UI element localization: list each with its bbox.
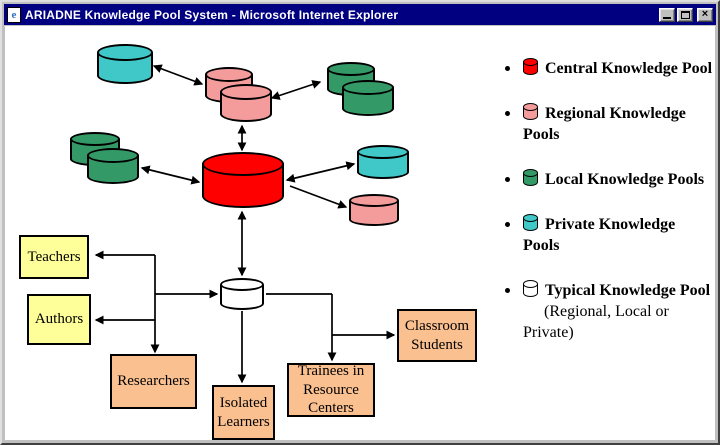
box-authors: Authors [27,294,91,345]
arrow-central-regional-right [290,186,346,207]
cylinder-local-left-front [87,148,139,184]
close-button[interactable]: × [697,8,713,22]
bullet-icon [505,214,523,256]
minimize-icon [663,17,671,19]
bullet-icon [505,169,523,190]
legend-label: Central Knowledge Pool [545,60,713,77]
typical-pool-icon [523,280,538,297]
local-pool-icon [523,169,538,186]
minimize-button[interactable] [659,8,675,22]
private-pool-icon [523,214,538,231]
arrow-private-regional [154,66,202,84]
legend-label: Regional Knowledge Pools [523,105,686,143]
legend-label: Local Knowledge Pools [545,171,705,188]
cylinder-regional-right [349,194,399,226]
bullet-icon [505,58,523,79]
bullet-icon [505,103,523,145]
box-teachers: Teachers [19,235,89,279]
window-title: ARIADNE Knowledge Pool System - Microsoft Internet Explorer [25,7,399,22]
cylinder-private-top-left [97,44,153,84]
box-classroom-students: Classroom Students [397,309,477,362]
box-trainees: Trainees in Resource Centers [287,363,375,417]
cylinder-typical-knowledge-pool [220,278,264,310]
arrow-regional-local [272,82,320,98]
cylinder-private-right [357,145,409,179]
central-pool-icon [523,58,538,75]
cylinder-local-topright-front [342,80,394,116]
cylinder-central-knowledge-pool [202,152,284,208]
legend-item-central [505,58,715,79]
arrow-central-private [287,164,354,180]
legend-item-private [505,214,715,256]
maximize-button[interactable] [677,8,693,22]
arrow-local-central [142,168,199,182]
title-bar[interactable] [4,4,716,25]
legend-note: (Regional, Local or Private) [523,303,669,341]
window-controls [659,8,713,22]
maximize-icon [681,11,690,19]
box-isolated-learners: Isolated Learners [212,385,275,440]
page-content [5,26,715,440]
box-researchers: Researchers [110,354,197,409]
legend-label: Typical Knowledge Pool [545,282,711,299]
cylinder-regional-front [220,84,272,122]
legend-item-regional [505,103,715,145]
legend-item-typical [505,280,715,343]
legend [505,58,715,367]
internet-explorer-icon: e [7,7,21,23]
bullet-icon [505,280,523,343]
legend-label: Private Knowledge Pools [523,216,676,254]
regional-pool-icon [523,103,538,120]
legend-item-local [505,169,715,190]
